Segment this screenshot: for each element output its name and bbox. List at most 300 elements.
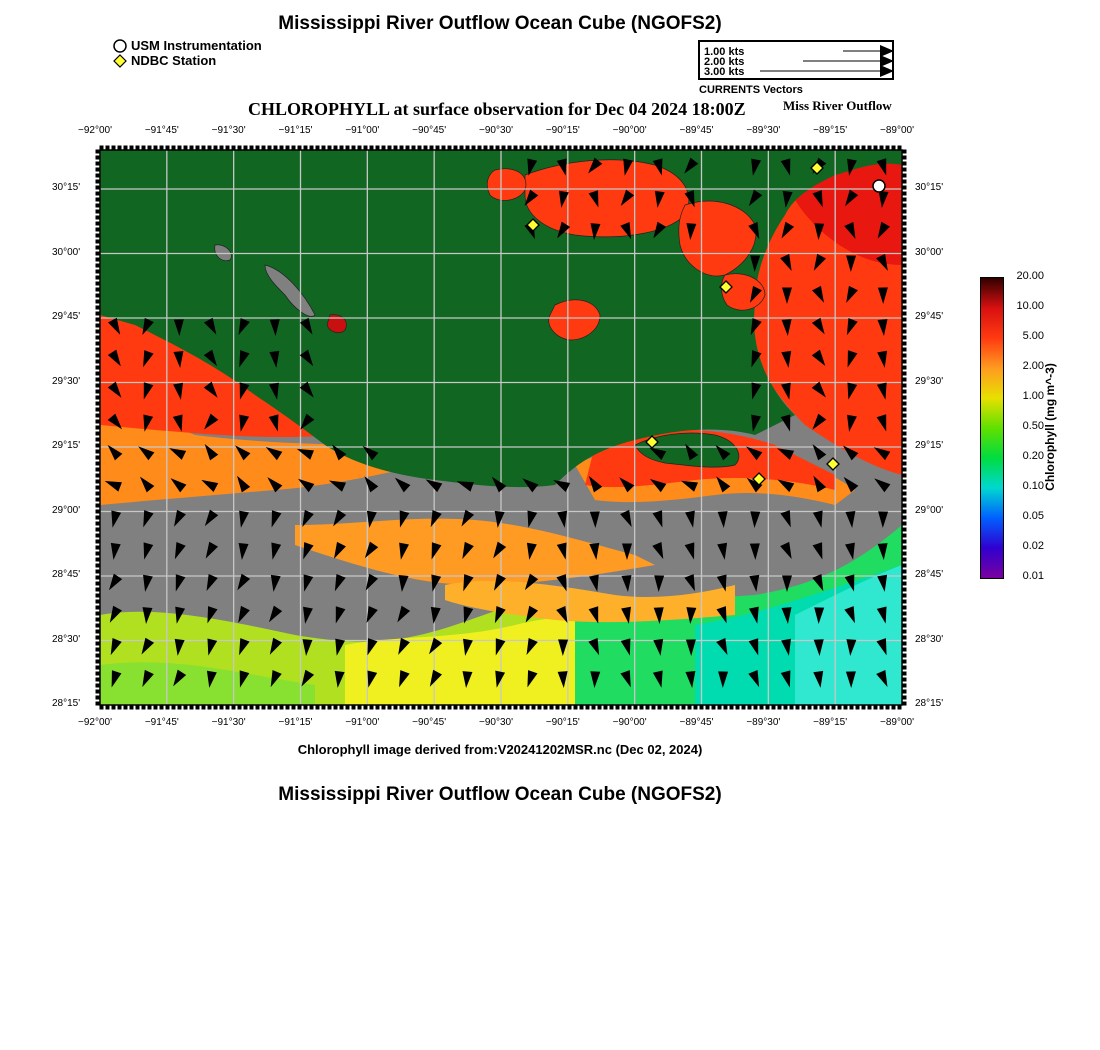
frame-tick (694, 146, 697, 150)
latitude-tick-label: 29°30' (915, 375, 944, 387)
frame-tick (670, 705, 673, 709)
frame-tick (96, 330, 100, 333)
frame-tick (718, 705, 721, 709)
frame-tick (790, 146, 793, 150)
frame-tick (902, 576, 906, 579)
frame-tick (388, 705, 391, 709)
frame-tick (604, 146, 607, 150)
vector-scale-box (698, 40, 894, 80)
frame-tick (358, 705, 361, 709)
frame-tick (472, 705, 475, 709)
frame-tick (96, 246, 100, 249)
frame-tick (592, 705, 595, 709)
longitude-tick-label: −92°00' (78, 125, 112, 136)
frame-tick (902, 426, 906, 429)
frame-tick (96, 468, 100, 471)
frame-tick (902, 486, 906, 489)
frame-tick (96, 252, 100, 255)
frame-tick (96, 570, 100, 573)
frame-tick (96, 684, 100, 687)
frame-tick (902, 276, 906, 279)
frame-tick (96, 354, 100, 357)
frame-tick (902, 606, 906, 609)
frame-tick (508, 146, 511, 150)
frame-tick (96, 564, 100, 567)
frame-tick (406, 146, 409, 150)
frame-tick (96, 582, 100, 585)
colorbar-tick-label: 1.00 (1022, 390, 1044, 402)
frame-tick (96, 204, 100, 207)
frame-tick (868, 146, 871, 150)
frame-tick (96, 396, 100, 399)
latitude-tick-label: 30°00' (52, 246, 81, 258)
frame-tick (902, 264, 906, 267)
frame-tick (322, 146, 325, 150)
frame-tick (902, 396, 906, 399)
frame-tick (484, 705, 487, 709)
frame-tick (208, 146, 211, 150)
longitude-tick-label: −89°15' (813, 717, 848, 728)
frame-tick (688, 705, 691, 709)
frame-tick (902, 636, 906, 639)
frame-tick (96, 186, 100, 189)
frame-tick (184, 705, 187, 709)
frame-tick (96, 588, 100, 591)
frame-tick (902, 642, 906, 645)
frame-tick (902, 570, 906, 573)
frame-tick (280, 705, 283, 709)
frame-tick (520, 146, 523, 150)
frame-tick (96, 600, 100, 603)
frame-tick (586, 146, 589, 150)
frame-tick (472, 146, 475, 150)
frame-tick (520, 705, 523, 709)
frame-tick (96, 420, 100, 423)
frame-tick (902, 222, 906, 225)
frame-tick (902, 324, 906, 327)
frame-tick (418, 705, 421, 709)
frame-tick (460, 146, 463, 150)
frame-tick (902, 540, 906, 543)
frame-tick (902, 180, 906, 183)
frame-tick (902, 696, 906, 699)
frame-tick (892, 705, 895, 709)
frame-tick (208, 705, 211, 709)
frame-tick (844, 705, 847, 709)
frame-tick (902, 474, 906, 477)
frame-tick (676, 705, 679, 709)
frame-tick (902, 498, 906, 501)
frame-tick (718, 146, 721, 150)
frame-tick (334, 705, 337, 709)
frame-tick (902, 600, 906, 603)
frame-tick (184, 146, 187, 150)
frame-tick (658, 146, 661, 150)
longitude-tick-label: −89°00' (880, 717, 914, 728)
frame-tick (298, 705, 301, 709)
frame-tick (370, 146, 373, 150)
frame-tick (874, 146, 877, 150)
frame-tick (902, 582, 906, 585)
latitude-tick-label: 30°15' (52, 182, 81, 193)
frame-tick (652, 705, 655, 709)
frame-tick (712, 146, 715, 150)
frame-tick (96, 258, 100, 261)
frame-tick (268, 146, 271, 150)
longitude-tick-label: −89°30' (746, 125, 781, 136)
frame-tick (902, 216, 906, 219)
second-title: Mississippi River Outflow Ocean Cube (NGOFS2) (278, 784, 722, 805)
frame-tick (310, 146, 313, 150)
frame-tick (760, 146, 763, 150)
frame-tick (856, 705, 859, 709)
frame-tick (902, 174, 906, 177)
frame-tick (640, 146, 643, 150)
frame-tick (202, 705, 205, 709)
frame-tick (118, 705, 121, 709)
frame-tick (96, 402, 100, 405)
frame-tick (96, 348, 100, 351)
frame-tick (448, 705, 451, 709)
frame-tick (322, 705, 325, 709)
frame-tick (280, 146, 283, 150)
longitude-tick-label: −90°30' (479, 717, 513, 728)
frame-tick (902, 168, 906, 171)
frame-tick (628, 146, 631, 150)
frame-tick (902, 354, 906, 357)
frame-tick (676, 146, 679, 150)
frame-tick (856, 146, 859, 150)
frame-tick (298, 146, 301, 150)
frame-tick (304, 146, 307, 150)
frame-tick (106, 705, 109, 709)
frame-tick (142, 146, 145, 150)
frame-tick (406, 705, 409, 709)
frame-tick (96, 390, 100, 393)
frame-tick (96, 546, 100, 549)
frame-tick (902, 306, 906, 309)
frame-tick (412, 705, 415, 709)
frame-tick (96, 486, 100, 489)
frame-tick (100, 705, 103, 709)
frame-tick (430, 146, 433, 150)
longitude-tick-label: −89°30' (746, 717, 781, 728)
longitude-tick-label: −91°45' (144, 125, 179, 136)
frame-tick (634, 705, 637, 709)
frame-tick (748, 705, 751, 709)
frame-tick (96, 444, 100, 447)
frame-tick (136, 146, 139, 150)
frame-tick (902, 456, 906, 459)
frame-tick (96, 432, 100, 435)
frame-tick (172, 146, 175, 150)
frame-tick (130, 705, 133, 709)
frame-tick (376, 705, 379, 709)
frame-tick (902, 438, 906, 441)
frame-tick (664, 705, 667, 709)
frame-tick (96, 636, 100, 639)
frame-tick (902, 546, 906, 549)
frame-tick (202, 146, 205, 150)
colorbar-tick-label: 0.20 (1022, 450, 1044, 462)
frame-tick (96, 522, 100, 525)
frame-tick (778, 705, 781, 709)
frame-tick (730, 146, 733, 150)
frame-tick (220, 146, 223, 150)
frame-tick (96, 474, 100, 477)
longitude-tick-label: −91°00' (345, 717, 380, 728)
frame-tick (766, 705, 769, 709)
frame-tick (96, 342, 100, 345)
frame-tick (96, 324, 100, 327)
frame-tick (124, 705, 127, 709)
frame-tick (454, 705, 457, 709)
longitude-tick-label: −91°30' (211, 717, 246, 728)
frame-tick (96, 378, 100, 381)
frame-tick (376, 146, 379, 150)
frame-tick (902, 156, 906, 159)
frame-tick (902, 228, 906, 231)
frame-tick (902, 672, 906, 675)
frame-tick (154, 705, 157, 709)
frame-tick (96, 198, 100, 201)
frame-tick (96, 480, 100, 483)
frame-tick (902, 414, 906, 417)
frame-tick (214, 705, 217, 709)
frame-tick (862, 705, 865, 709)
frame-tick (544, 705, 547, 709)
frame-tick (286, 705, 289, 709)
frame-tick (96, 318, 100, 321)
frame-tick (902, 372, 906, 375)
frame-tick (96, 240, 100, 243)
latitude-tick-label: 28°45' (915, 569, 944, 580)
frame-tick (478, 146, 481, 150)
frame-tick (814, 705, 817, 709)
frame-tick (610, 146, 613, 150)
frame-tick (96, 174, 100, 177)
frame-tick (190, 146, 193, 150)
frame-tick (96, 210, 100, 213)
frame-tick (902, 378, 906, 381)
frame-tick (760, 705, 763, 709)
frame-tick (96, 654, 100, 657)
frame-tick (568, 146, 571, 150)
frame-tick (902, 702, 906, 705)
frame-tick (682, 146, 685, 150)
frame-tick (96, 288, 100, 291)
frame-tick (514, 146, 517, 150)
colorbar-tick-label: 2.00 (1022, 360, 1044, 372)
frame-tick (96, 648, 100, 651)
frame-tick (460, 705, 463, 709)
frame-tick (538, 146, 541, 150)
frame-tick (646, 146, 649, 150)
frame-tick (178, 146, 181, 150)
frame-tick (902, 252, 906, 255)
frame-tick (96, 426, 100, 429)
longitude-tick-label: −91°00' (345, 125, 380, 136)
frame-tick (902, 420, 906, 423)
frame-tick (880, 705, 883, 709)
frame-tick (902, 360, 906, 363)
frame-tick (154, 146, 157, 150)
frame-tick (832, 705, 835, 709)
frame-tick (902, 522, 906, 525)
frame-tick (96, 150, 100, 153)
frame-tick (796, 705, 799, 709)
frame-tick (388, 146, 391, 150)
frame-tick (226, 146, 229, 150)
frame-tick (796, 146, 799, 150)
latitude-tick-label: 29°15' (915, 440, 944, 451)
frame-tick (902, 318, 906, 321)
colorbar-tick-label: 10.00 (1016, 300, 1044, 312)
longitude-tick-label: −89°00' (880, 125, 914, 136)
frame-tick (96, 576, 100, 579)
frame-tick (96, 372, 100, 375)
frame-tick (96, 270, 100, 273)
frame-tick (902, 480, 906, 483)
frame-tick (178, 705, 181, 709)
frame-tick (484, 146, 487, 150)
frame-tick (902, 462, 906, 465)
frame-tick (96, 180, 100, 183)
vector-scale-3: 3.00 kts (704, 66, 745, 78)
frame-tick (772, 146, 775, 150)
frame-tick (532, 705, 535, 709)
frame-tick (898, 146, 901, 150)
longitude-tick-label: −91°30' (211, 125, 246, 136)
frame-tick (96, 594, 100, 597)
frame-tick (902, 666, 906, 669)
frame-tick (706, 705, 709, 709)
latitude-tick-label: 29°15' (52, 440, 81, 451)
frame-tick (112, 146, 115, 150)
frame-tick (96, 492, 100, 495)
frame-tick (358, 146, 361, 150)
circle-icon (113, 39, 127, 53)
frame-tick (400, 146, 403, 150)
frame-tick (96, 540, 100, 543)
frame-tick (838, 146, 841, 150)
frame-tick (250, 705, 253, 709)
frame-tick (742, 146, 745, 150)
frame-tick (902, 552, 906, 555)
frame-tick (96, 462, 100, 465)
frame-tick (902, 366, 906, 369)
frame-tick (514, 705, 517, 709)
frame-tick (664, 146, 667, 150)
latitude-tick-label: 28°30' (52, 633, 81, 645)
frame-tick (96, 168, 100, 171)
frame-tick (160, 705, 163, 709)
frame-tick (96, 216, 100, 219)
frame-tick (96, 312, 100, 315)
frame-tick (902, 558, 906, 561)
frame-tick (96, 366, 100, 369)
frame-tick (902, 402, 906, 405)
frame-tick (886, 705, 889, 709)
frame-tick (96, 456, 100, 459)
frame-tick (580, 146, 583, 150)
frame-tick (902, 630, 906, 633)
frame-tick (902, 516, 906, 519)
frame-tick (430, 705, 433, 709)
frame-tick (850, 705, 853, 709)
frame-tick (262, 705, 265, 709)
frame-tick (96, 276, 100, 279)
frame-tick (832, 146, 835, 150)
frame-tick (902, 234, 906, 237)
diamond-icon (113, 54, 127, 68)
frame-tick (658, 705, 661, 709)
frame-tick (96, 666, 100, 669)
longitude-tick-label: −90°15' (545, 717, 580, 728)
frame-tick (766, 146, 769, 150)
frame-tick (96, 606, 100, 609)
colorbar-title: Chlorophyll (mg m^-3) (1043, 363, 1057, 491)
frame-tick (902, 588, 906, 591)
frame-tick (256, 705, 259, 709)
frame-tick (652, 146, 655, 150)
frame-tick (902, 660, 906, 663)
frame-tick (232, 146, 235, 150)
vector-scale-2: 2.00 kts (704, 56, 745, 68)
frame-tick (96, 222, 100, 225)
frame-tick (478, 705, 481, 709)
frame-tick (382, 146, 385, 150)
frame-tick (96, 282, 100, 285)
frame-tick (96, 660, 100, 663)
frame-tick (886, 146, 889, 150)
frame-tick (418, 146, 421, 150)
vector-caption: CURRENTS Vectors (699, 84, 803, 96)
frame-tick (562, 705, 565, 709)
longitude-tick-label: −89°15' (813, 125, 848, 136)
frame-tick (902, 612, 906, 615)
frame-tick (902, 444, 906, 447)
frame-tick (96, 498, 100, 501)
frame-tick (142, 705, 145, 709)
frame-tick (902, 300, 906, 303)
frame-tick (544, 146, 547, 150)
frame-tick (592, 146, 595, 150)
colorbar-tick-label: 5.00 (1022, 330, 1044, 342)
legend-usm-label: USM Instrumentation (131, 38, 262, 53)
frame-tick (902, 654, 906, 657)
frame-tick (466, 146, 469, 150)
colorbar-tick-label: 0.01 (1022, 570, 1044, 582)
frame-tick (292, 146, 295, 150)
frame-tick (96, 558, 100, 561)
frame-tick (118, 146, 121, 150)
colorbar-tick-label: 20.00 (1016, 270, 1044, 282)
frame-tick (902, 648, 906, 651)
frame-tick (682, 705, 685, 709)
frame-tick (466, 705, 469, 709)
frame-tick (688, 146, 691, 150)
frame-tick (826, 146, 829, 150)
latitude-tick-label: 28°45' (52, 569, 81, 580)
frame-tick (96, 504, 100, 507)
longitude-tick-label: −90°15' (545, 125, 580, 136)
frame-tick (808, 705, 811, 709)
frame-tick (902, 150, 906, 153)
frame-tick (220, 705, 223, 709)
frame-tick (424, 705, 427, 709)
frame-tick (784, 705, 787, 709)
